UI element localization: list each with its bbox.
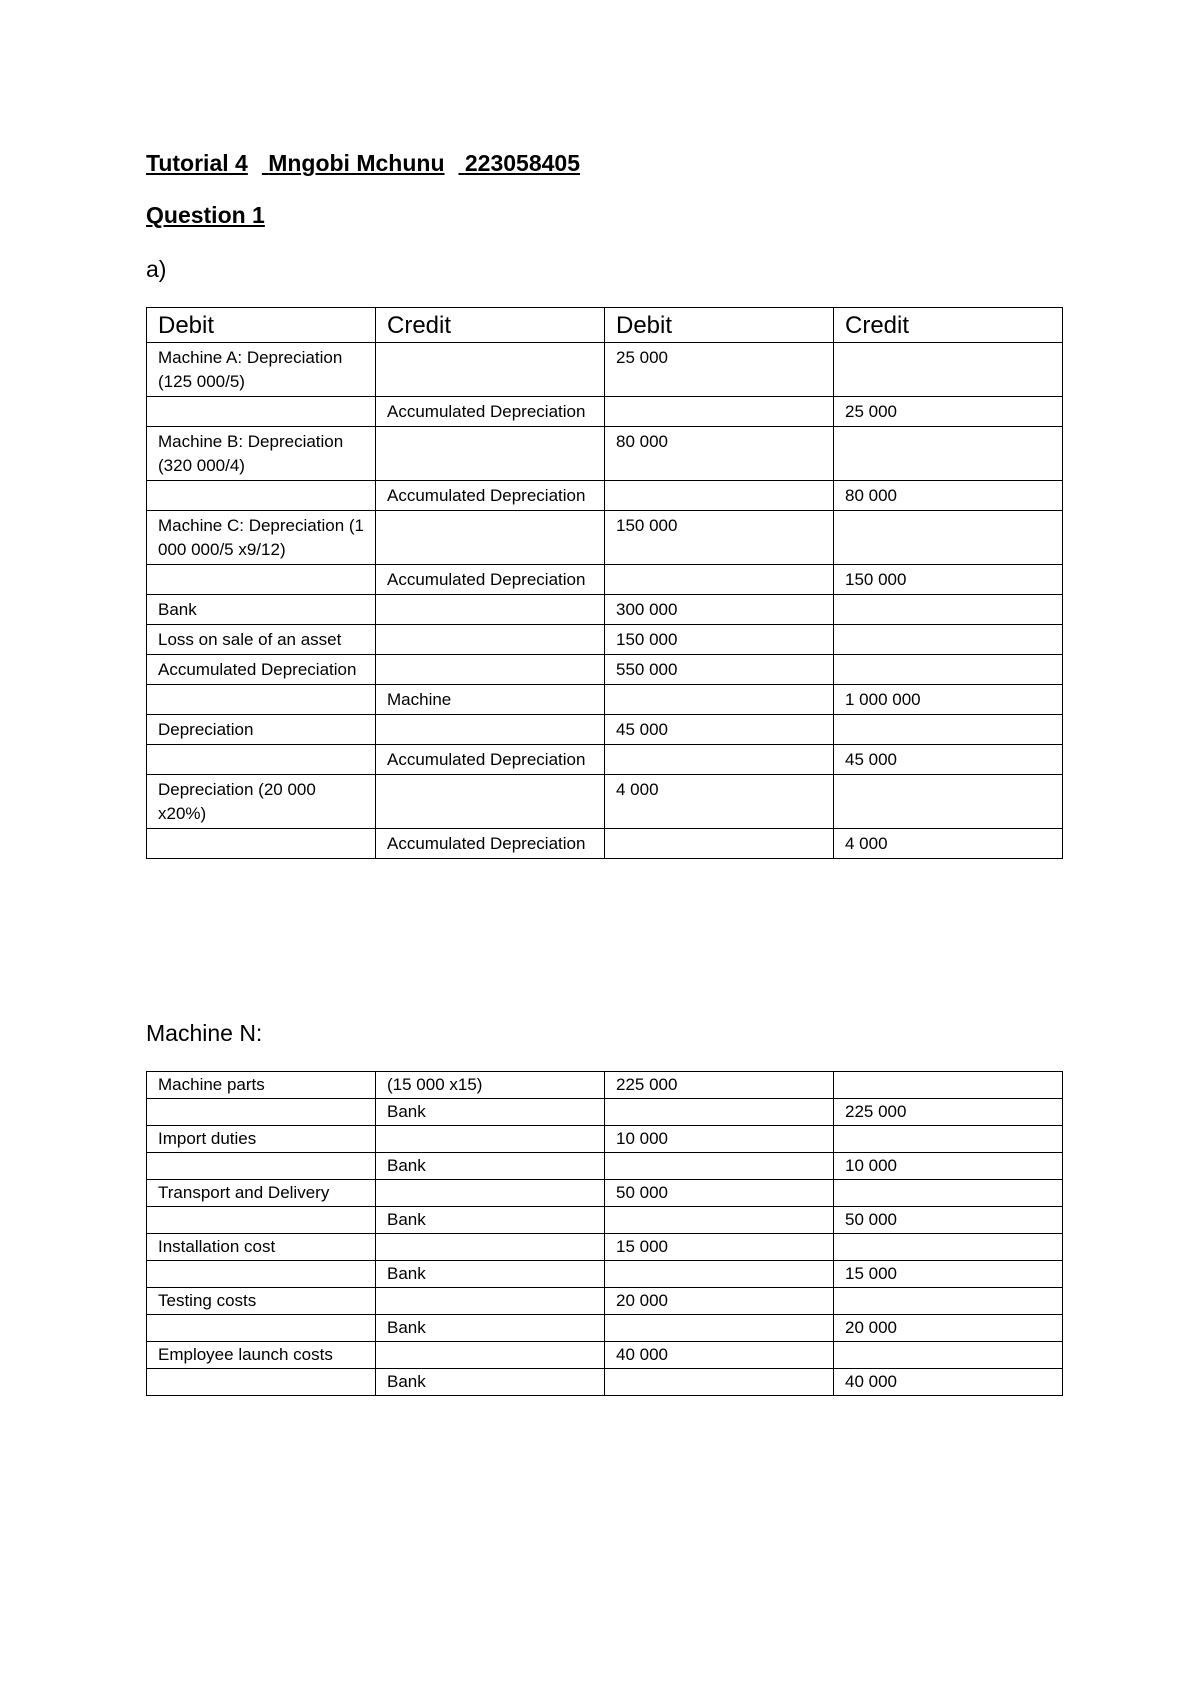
debit-amount-cell — [605, 1153, 834, 1180]
credit-amount-cell — [834, 343, 1063, 397]
credit-amount-cell — [834, 1180, 1063, 1207]
credit-account-cell — [376, 427, 605, 481]
table-row — [147, 1369, 1063, 1396]
debit-amount-cell — [605, 829, 834, 859]
journal-table-machine-n-body — [147, 1072, 1063, 1396]
credit-amount-cell — [834, 715, 1063, 745]
title-tutorial: Tutorial 4 — [146, 150, 248, 176]
debit-account-cell: Loss on sale of an asset — [147, 625, 376, 655]
table-row — [147, 397, 1063, 427]
credit-account-cell: Accumulated Depreciation — [376, 745, 605, 775]
credit-account-cell — [376, 1342, 605, 1369]
debit-account-cell: Transport and Delivery — [147, 1180, 376, 1207]
credit-amount-cell: 1 000 000 — [834, 685, 1063, 715]
credit-account-cell: Accumulated Depreciation — [376, 481, 605, 511]
credit-account-cell: Bank — [376, 1153, 605, 1180]
table-row — [147, 1072, 1063, 1099]
debit-amount-cell — [605, 1099, 834, 1126]
credit-account-cell — [376, 1180, 605, 1207]
credit-amount-cell: 25 000 — [834, 397, 1063, 427]
debit-account-cell — [147, 685, 376, 715]
debit-account-cell: Machine parts — [147, 1072, 376, 1099]
debit-account-cell — [147, 1369, 376, 1396]
debit-account-cell — [147, 1261, 376, 1288]
credit-account-cell: Accumulated Depreciation — [376, 565, 605, 595]
credit-account-cell: Bank — [376, 1315, 605, 1342]
debit-account-cell: Employee launch costs — [147, 1342, 376, 1369]
debit-account-cell: Machine A: Depreciation (125 000/5) — [147, 343, 376, 397]
debit-amount-cell — [605, 685, 834, 715]
debit-amount-cell — [605, 1315, 834, 1342]
credit-account-cell — [376, 1234, 605, 1261]
credit-amount-cell: 4 000 — [834, 829, 1063, 859]
credit-account-cell: Accumulated Depreciation — [376, 829, 605, 859]
debit-account-cell: Testing costs — [147, 1288, 376, 1315]
credit-account-cell — [376, 655, 605, 685]
table-row — [147, 1342, 1063, 1369]
debit-amount-cell — [605, 1207, 834, 1234]
credit-amount-cell — [834, 595, 1063, 625]
credit-amount-cell — [834, 1234, 1063, 1261]
table-row — [147, 481, 1063, 511]
credit-amount-cell: 10 000 — [834, 1153, 1063, 1180]
table-row — [147, 745, 1063, 775]
credit-amount-cell — [834, 775, 1063, 829]
debit-account-cell — [147, 1153, 376, 1180]
credit-amount-cell: 50 000 — [834, 1207, 1063, 1234]
credit-account-cell — [376, 511, 605, 565]
debit-account-cell: Installation cost — [147, 1234, 376, 1261]
table-row — [147, 343, 1063, 397]
debit-amount-cell — [605, 565, 834, 595]
debit-account-cell: Accumulated Depreciation — [147, 655, 376, 685]
debit-amount-cell — [605, 1261, 834, 1288]
table-row — [147, 655, 1063, 685]
credit-amount-cell: 150 000 — [834, 565, 1063, 595]
credit-amount-cell: 225 000 — [834, 1099, 1063, 1126]
machine-n-label: Machine N: — [146, 1020, 263, 1046]
debit-account-cell — [147, 1315, 376, 1342]
table-row — [147, 685, 1063, 715]
debit-amount-cell: 4 000 — [605, 775, 834, 829]
table-row — [147, 595, 1063, 625]
debit-amount-cell: 15 000 — [605, 1234, 834, 1261]
debit-amount-cell: 550 000 — [605, 655, 834, 685]
credit-account-cell — [376, 625, 605, 655]
credit-amount-cell — [834, 1072, 1063, 1099]
credit-account-cell: Bank — [376, 1207, 605, 1234]
debit-amount-cell — [605, 745, 834, 775]
part-label: a) — [146, 256, 167, 282]
credit-account-cell — [376, 595, 605, 625]
credit-account-cell — [376, 715, 605, 745]
credit-amount-cell: 15 000 — [834, 1261, 1063, 1288]
debit-account-cell — [147, 397, 376, 427]
debit-amount-cell: 300 000 — [605, 595, 834, 625]
debit-account-cell: Depreciation (20 000 x20%) — [147, 775, 376, 829]
table-row — [147, 1180, 1063, 1207]
debit-amount-cell: 225 000 — [605, 1072, 834, 1099]
title-student-number: 223058405 — [464, 150, 581, 176]
journal-table-a — [146, 307, 1063, 859]
credit-account-cell — [376, 343, 605, 397]
table-row — [147, 829, 1063, 859]
credit-amount-cell — [834, 1288, 1063, 1315]
debit-amount-cell: 150 000 — [605, 511, 834, 565]
table-row — [147, 511, 1063, 565]
journal-table-a-body — [147, 343, 1063, 859]
table-row — [147, 1126, 1063, 1153]
credit-amount-cell — [834, 1342, 1063, 1369]
question-heading: Question 1 — [146, 202, 265, 228]
credit-account-cell: Accumulated Depreciation — [376, 397, 605, 427]
table-row — [147, 1153, 1063, 1180]
header-credit-account: Credit — [376, 308, 605, 343]
debit-amount-cell: 40 000 — [605, 1342, 834, 1369]
debit-account-cell — [147, 829, 376, 859]
table-row — [147, 1261, 1063, 1288]
credit-account-cell — [376, 775, 605, 829]
debit-account-cell: Machine C: Depreciation (1 000 000/5 x9/12) — [147, 511, 376, 565]
debit-account-cell: Depreciation — [147, 715, 376, 745]
journal-table-machine-n — [146, 1071, 1063, 1396]
table-row — [147, 775, 1063, 829]
credit-amount-cell — [834, 655, 1063, 685]
credit-account-cell — [376, 1288, 605, 1315]
debit-amount-cell — [605, 397, 834, 427]
table-row — [147, 1207, 1063, 1234]
credit-account-cell: Machine — [376, 685, 605, 715]
credit-amount-cell: 40 000 — [834, 1369, 1063, 1396]
credit-amount-cell: 45 000 — [834, 745, 1063, 775]
table-row — [147, 1099, 1063, 1126]
debit-amount-cell: 20 000 — [605, 1288, 834, 1315]
debit-amount-cell: 80 000 — [605, 427, 834, 481]
table-row — [147, 1315, 1063, 1342]
debit-account-cell — [147, 481, 376, 511]
credit-account-cell: Bank — [376, 1369, 605, 1396]
debit-account-cell: Machine B: Depreciation (320 000/4) — [147, 427, 376, 481]
table-row — [147, 1288, 1063, 1315]
debit-amount-cell: 45 000 — [605, 715, 834, 745]
debit-account-cell: Import duties — [147, 1126, 376, 1153]
credit-account-cell — [376, 1126, 605, 1153]
debit-amount-cell — [605, 1369, 834, 1396]
credit-amount-cell — [834, 511, 1063, 565]
credit-amount-cell — [834, 1126, 1063, 1153]
header-credit-amount: Credit — [834, 308, 1063, 343]
table-row — [147, 715, 1063, 745]
debit-account-cell: Bank — [147, 595, 376, 625]
debit-account-cell — [147, 1207, 376, 1234]
header-debit-amount: Debit — [605, 308, 834, 343]
debit-account-cell — [147, 565, 376, 595]
debit-amount-cell: 25 000 — [605, 343, 834, 397]
debit-amount-cell: 10 000 — [605, 1126, 834, 1153]
table-header-row — [147, 308, 1063, 343]
table-row — [147, 625, 1063, 655]
credit-account-cell: Bank — [376, 1261, 605, 1288]
credit-amount-cell: 80 000 — [834, 481, 1063, 511]
table-row — [147, 1234, 1063, 1261]
debit-amount-cell — [605, 481, 834, 511]
table-row — [147, 427, 1063, 481]
debit-amount-cell: 150 000 — [605, 625, 834, 655]
debit-account-cell — [147, 745, 376, 775]
title-student-name: Mngobi Mchunu — [268, 150, 445, 176]
debit-amount-cell: 50 000 — [605, 1180, 834, 1207]
document-title — [146, 150, 594, 177]
credit-account-cell: Bank — [376, 1099, 605, 1126]
credit-amount-cell — [834, 625, 1063, 655]
header-debit-account: Debit — [147, 308, 376, 343]
credit-amount-cell: 20 000 — [834, 1315, 1063, 1342]
credit-account-cell: (15 000 x15) — [376, 1072, 605, 1099]
table-row — [147, 565, 1063, 595]
debit-account-cell — [147, 1099, 376, 1126]
credit-amount-cell — [834, 427, 1063, 481]
